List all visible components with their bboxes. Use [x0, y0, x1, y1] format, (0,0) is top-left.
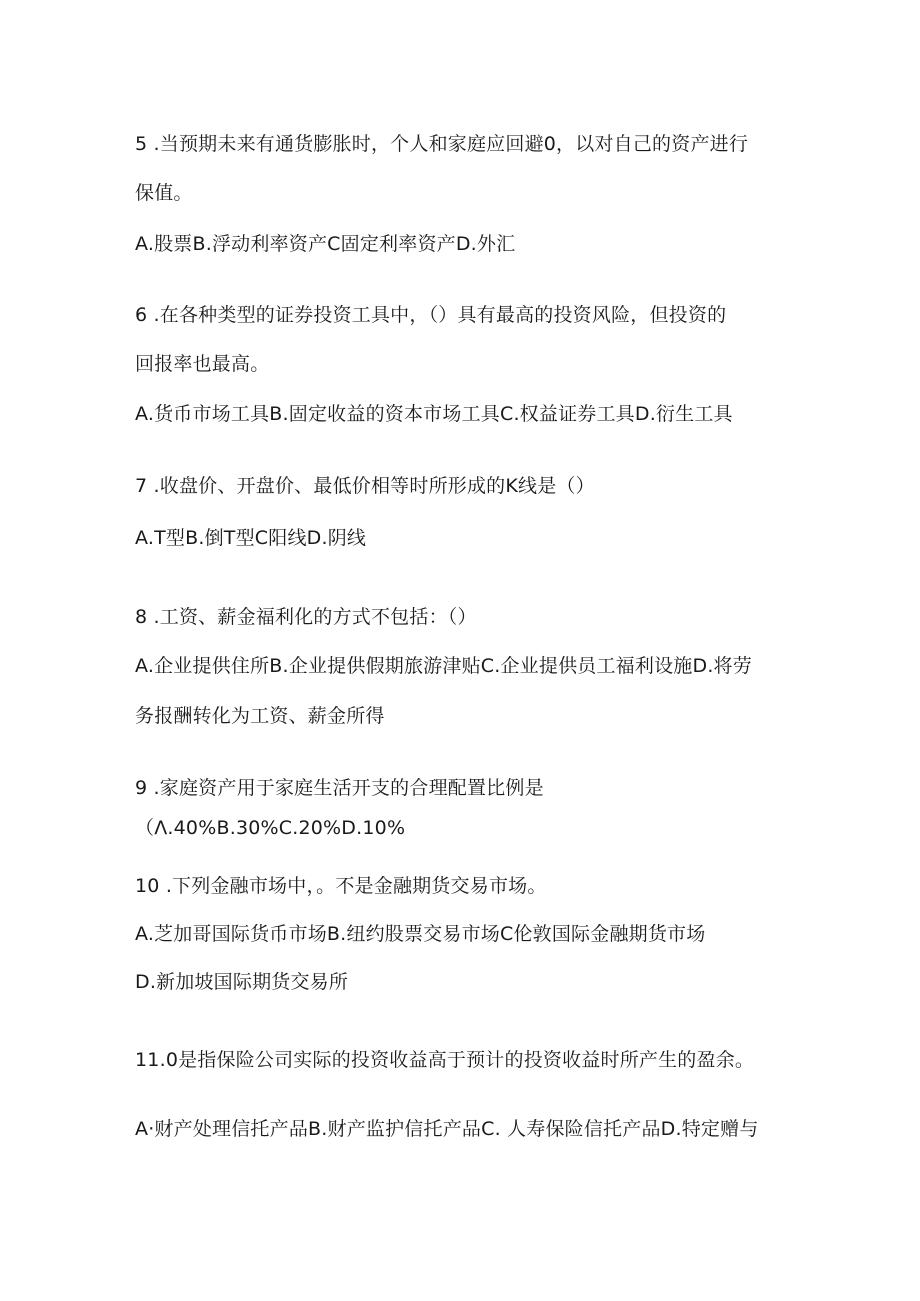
- question-11-text: 11.0是指保险公司实际的投资收益高于预计的投资收益时所产生的盈余。: [135, 1049, 755, 1071]
- question-5-text-continued: 保值。: [135, 182, 193, 204]
- question-9-text: 9 .家庭资产用于家庭生活开支的合理配置比例是: [135, 777, 544, 799]
- question-5-text: 5 .当预期未来有通货膨胀时，个人和家庭应回避0，以对自己的资产进行: [135, 133, 749, 155]
- question-10-options-continued: D.新加坡国际期货交易所: [135, 971, 349, 993]
- question-11-options: A·财产处理信托产品B.财产监护信托产品C. 人寿保险信托产品D.特定赠与: [135, 1118, 759, 1140]
- question-9-options: （Λ.40%B.30%C.20%D.10%: [135, 817, 406, 839]
- question-7-text: 7 .收盘价、开盘价、最低价相等时所形成的K线是（）: [135, 475, 595, 497]
- question-8-options: A.企业提供住所B.企业提供假期旅游津贴C.企业提供员工福利设施D.将劳: [135, 655, 752, 677]
- question-6-options: A.货币市场工具B.固定收益的资本市场工具C.权益证券工具D.衍生工具: [135, 403, 733, 425]
- question-8-text: 8 .工资、薪金福利化的方式不包括：（）: [135, 606, 477, 628]
- question-10-options: A.芝加哥国际货币市场B.纽约股票交易市场C伦敦国际金融期货市场: [135, 923, 706, 945]
- question-5-options: A.股票B.浮动利率资产C固定利率资产D.外汇: [135, 233, 516, 255]
- question-6-text: 6 .在各种类型的证券投资工具中，（）具有最高的投资风险，但投资的: [135, 304, 727, 326]
- question-10-text: 10 .下列金融市场中，。不是金融期货交易市场。: [135, 875, 547, 897]
- question-8-options-continued: 务报酬转化为工资、薪金所得: [135, 705, 385, 727]
- question-6-text-continued: 回报率也最高。: [135, 353, 270, 375]
- question-7-options: A.T型B.倒T型C阳线D.阴线: [135, 527, 367, 549]
